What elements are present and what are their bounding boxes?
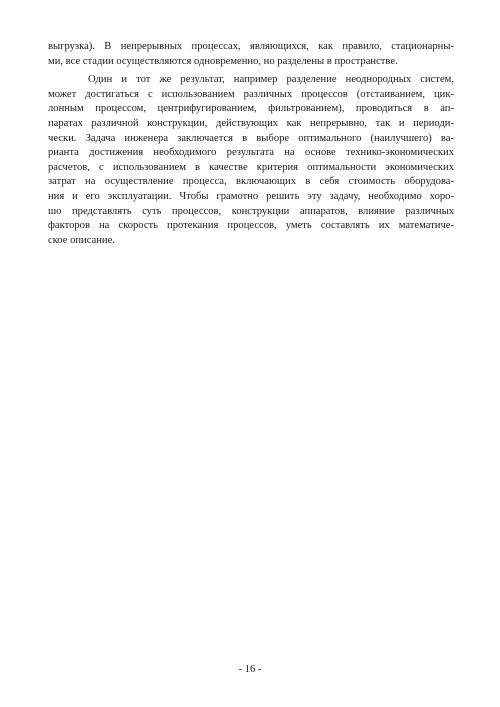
text-line: ское описание. [48,234,115,246]
text-line: расчетов, с использованием в качестве критерия оптимальности экономических [48,161,454,173]
text-line: выгрузка). В непрерывных процессах, являющихся, как правило, стационарны- [48,41,454,52]
text-line: Один и тот же результат, например разделение неоднородных систем, [88,74,454,86]
text-line: может достигаться с использованием различных процессов (отстаиванием, цик- [48,88,454,100]
text-line: шо представлять суть процессов, конструкции аппаратов, влияние различных [48,205,454,217]
text-line: чески. Задача инженера заключается в выборе оптимального (наилучшего) ва- [48,132,454,144]
text-line: факторов на скорость протекания процессов, уметь составлять их математиче- [48,220,454,232]
page-number: - 16 - [238,664,262,675]
paragraph [48,73,454,248]
body-text [48,40,454,248]
text-line: ния и его эксплуатации. Чтобы грамотно решить эту задачу, необходимо хоро- [48,190,454,202]
text-line: рианта достижения необходимого результата на основе технико-экономических [48,147,454,159]
text-line: лонным процессом, центрифугированием, фильтрованием), проводиться в ап- [48,103,454,115]
text-line: паратах различной конструкции, действующих как непрерывно, так и периоди- [48,117,454,129]
paragraph [48,40,454,69]
text-line: ми, все стадии осуществляются одновременно, но разделены в пространстве. [48,55,398,67]
text-line: затрат на осуществление процесса, включающих в себя стоимость оборудова- [48,176,454,188]
